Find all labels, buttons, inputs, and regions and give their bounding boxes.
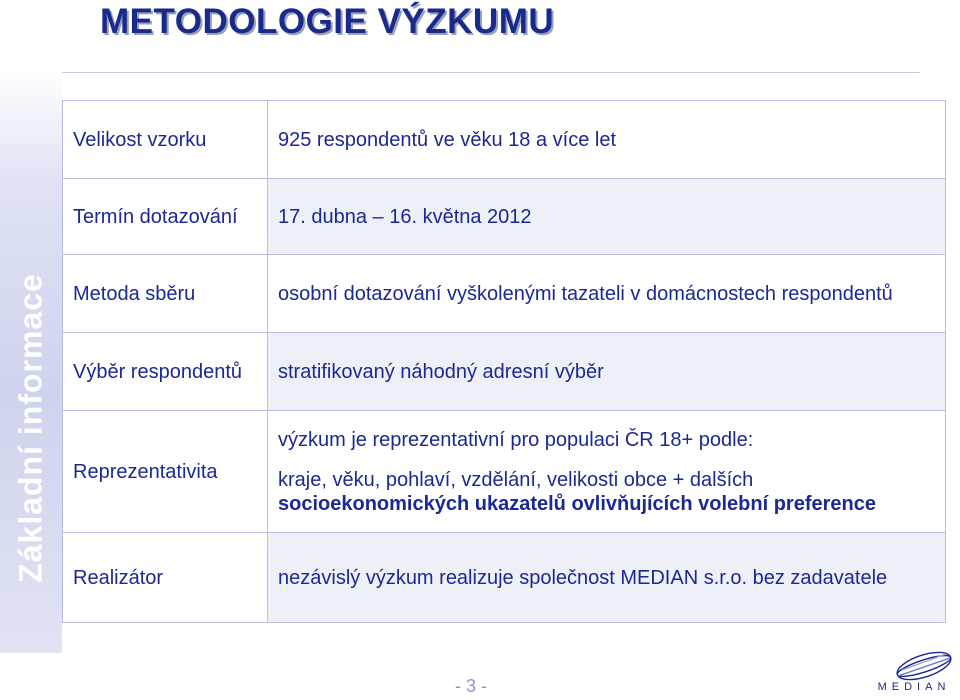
row-label: Reprezentativita <box>63 411 268 533</box>
table-row <box>63 411 946 533</box>
row-value: stratifikovaný náhodný adresní výběr <box>268 333 946 411</box>
row-value: osobní dotazování vyškolenými tazateli v domácnostech respondentů <box>268 255 946 333</box>
page-title: METODOLOGIE VÝZKUMU <box>100 2 555 41</box>
page-number: - 3 - <box>455 676 488 696</box>
row-label: Metoda sběru <box>63 255 268 333</box>
row-label: Výběr respondentů <box>63 333 268 411</box>
side-band <box>0 73 62 653</box>
row-label: Realizátor <box>63 533 268 623</box>
representativity-intro: výzkum je reprezentativní pro populaci ČR 18+ podle: <box>278 428 754 451</box>
table-row <box>63 179 946 255</box>
methodology-table <box>62 100 946 623</box>
table-row <box>63 101 946 179</box>
row-label: Velikost vzorku <box>63 101 268 179</box>
row-value: nezávislý výzkum realizuje společnost MEDIAN s.r.o. bez zadavatele <box>268 533 946 623</box>
title-divider <box>62 72 920 73</box>
table-row <box>63 533 946 623</box>
logo-text: MEDIAN <box>877 681 951 693</box>
sidebar-label: Základní informace <box>12 273 49 583</box>
table-row <box>63 333 946 411</box>
row-value: 17. dubna – 16. května 2012 <box>268 179 946 255</box>
representativity-criteria-bold: socioekonomických ukazatelů ovlivňujících volební preference <box>278 492 876 515</box>
table-row <box>63 255 946 333</box>
representativity-criteria: kraje, věku, pohlaví, vzdělání, velikosti obce + dalších <box>278 468 754 491</box>
row-value: 925 respondentů ve věku 18 a více let <box>268 101 946 179</box>
row-label: Termín dotazování <box>63 179 268 255</box>
row-value <box>268 411 946 533</box>
